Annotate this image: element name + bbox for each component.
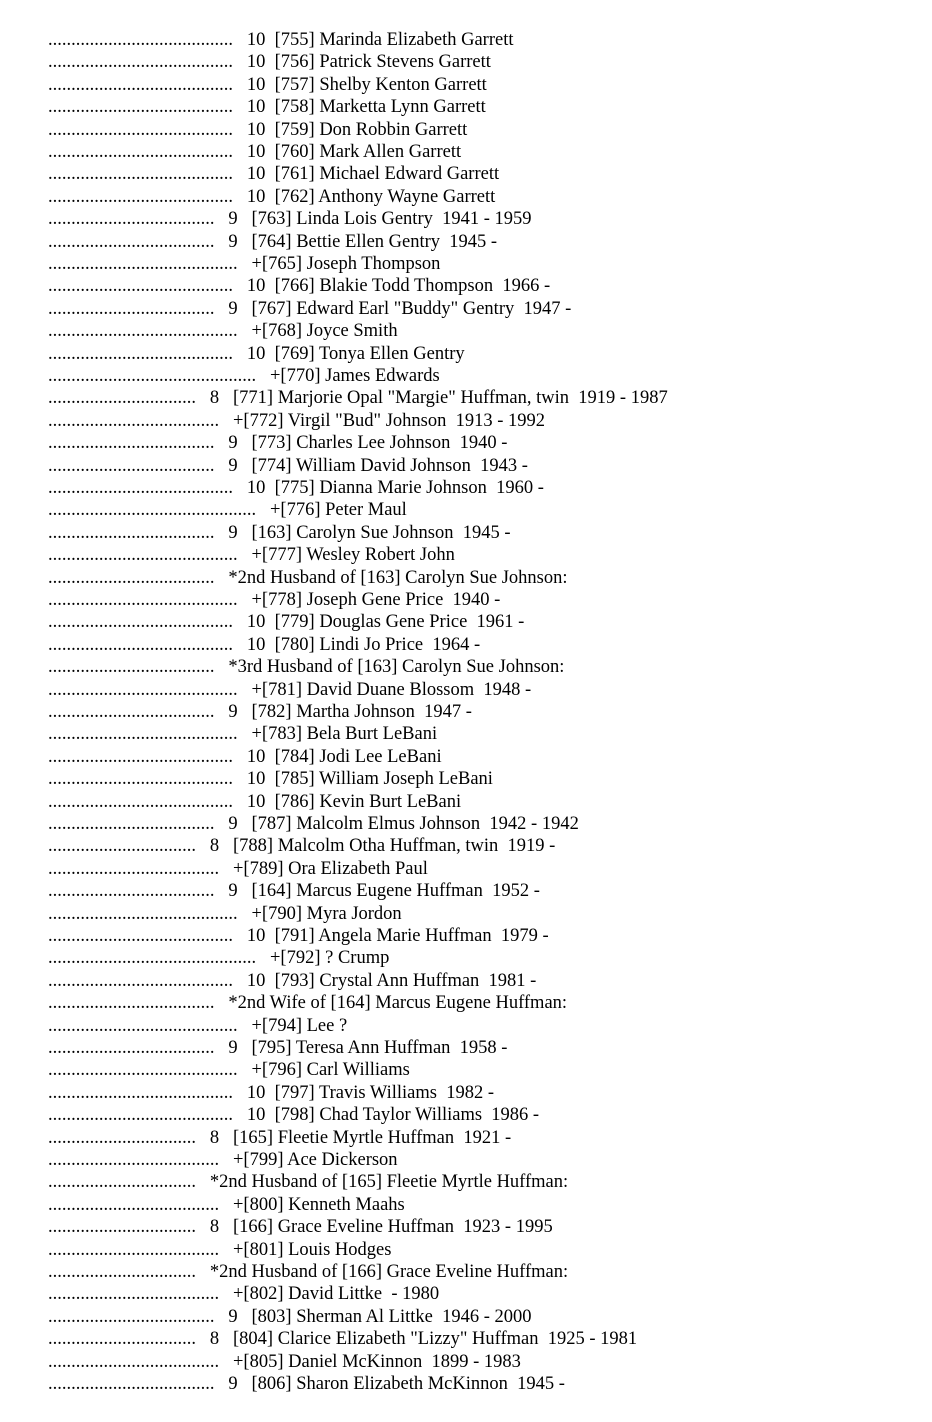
report-line: ......................................... +[777] Wesley Robert John xyxy=(48,545,455,566)
report-line: ................................ 8 [788] Malcolm Otha Huffman, twin 1919 - xyxy=(48,836,556,857)
report-line: .................................... 9 [764] Bettie Ellen Gentry 1945 - xyxy=(48,231,498,252)
report-line: .................................... 9 [763] Linda Lois Gentry 1941 - 1959 xyxy=(48,209,532,230)
report-line: ..................................... +[800] Kenneth Maahs xyxy=(48,1194,405,1215)
report-line: ........................................ 10 [755] Marinda Elizabeth Garrett xyxy=(48,30,514,50)
report-line: .................................... 9 [806] Sharon Elizabeth McKinnon 1945 - xyxy=(48,1374,565,1394)
report-line: ........................................ 10 [759] Don Robbin Garrett xyxy=(48,119,468,140)
report-line: ........................................ 10 [775] Dianna Marie Johnson 1960 - xyxy=(48,478,544,498)
report-line: ........................................ 10 [786] Kevin Burt LeBani xyxy=(48,791,462,812)
report-line: .................................... 9 [803] Sherman Al Littke 1946 - 2000 xyxy=(48,1306,532,1327)
report-line: .................................... *2nd Wife of [164] Marcus Eugene Huffman: xyxy=(48,993,568,1014)
report-line: .................................... 9 [164] Marcus Eugene Huffman 1952 - xyxy=(48,881,540,902)
report-line: ......................................... +[778] Joseph Gene Price 1940 - xyxy=(48,590,501,610)
report-line: ........................................ 10 [760] Mark Allen Garrett xyxy=(48,142,462,162)
report-line: ............................................. +[770] James Edwards xyxy=(48,366,440,386)
report-line: ........................................ 10 [762] Anthony Wayne Garrett xyxy=(48,186,496,207)
report-line: ......................................... +[765] Joseph Thompson xyxy=(48,254,441,274)
report-line: ........................................ 10 [761] Michael Edward Garrett xyxy=(48,164,500,185)
report-line: ............................................. +[792] ? Crump xyxy=(48,948,390,969)
report-line: ........................................ 10 [769] Tonya Ellen Gentry xyxy=(48,343,465,364)
report-line: ........................................ 10 [798] Chad Taylor Williams 1986 - xyxy=(48,1105,540,1126)
report-line: ........................................ 10 [779] Douglas Gene Price 1961 - xyxy=(48,612,525,633)
report-line: .................................... 9 [767] Edward Earl "Buddy" Gentry 1947 - xyxy=(48,298,572,319)
report-line: ........................................ 10 [766] Blakie Todd Thompson 1966 - xyxy=(48,276,551,297)
report-line: .................................... *3rd Husband of [163] Carolyn Sue Johnson: xyxy=(48,657,565,678)
report-line: ..................................... +[799] Ace Dickerson xyxy=(48,1150,398,1170)
report-line: ......................................... +[768] Joyce Smith xyxy=(48,321,398,342)
report-line: ................................ 8 [165] Fleetie Myrtle Huffman 1921 - xyxy=(48,1127,512,1148)
report-line: ..................................... +[802] David Littke - 1980 xyxy=(48,1284,440,1305)
report-line: ........................................ 10 [758] Marketta Lynn Garrett xyxy=(48,97,486,118)
report-line: .................................... 9 [795] Teresa Ann Huffman 1958 - xyxy=(48,1038,508,1058)
report-line: ................................ 8 [804] Clarice Elizabeth "Lizzy" Huffman 1925 - 1981 xyxy=(48,1329,638,1350)
report-line: ......................................... +[783] Bela Burt LeBani xyxy=(48,724,438,745)
report-line: ................................ *2nd Husband of [165] Fleetie Myrtle Huffman: xyxy=(48,1172,569,1193)
report-line: ......................................... +[794] Lee ? xyxy=(48,1015,348,1036)
report-line: ................................ 8 [771] Marjorie Opal "Margie" Huffman, twin 1919 - 1987 xyxy=(48,388,668,409)
report-line: .................................... *2nd Husband of [163] Carolyn Sue Johnson: xyxy=(48,567,568,588)
report-line: ........................................ 10 [756] Patrick Stevens Garrett xyxy=(48,52,491,73)
report-line: ........................................ 10 [797] Travis Williams 1982 - xyxy=(48,1082,495,1103)
report-line: ..................................... +[772] Virgil "Bud" Johnson 1913 - 1992 xyxy=(48,410,546,431)
report-line: ........................................ 10 [785] William Joseph LeBani xyxy=(48,769,493,790)
report-line: ......................................... +[796] Carl Williams xyxy=(48,1060,410,1081)
report-line: ................................ *2nd Husband of [166] Grace Eveline Huffman: xyxy=(48,1262,569,1282)
report-line: ........................................ 10 [793] Crystal Ann Huffman 1981 - xyxy=(48,970,537,991)
report-line: .................................... 9 [787] Malcolm Elmus Johnson 1942 - 1942 xyxy=(48,814,579,834)
report-line: ............................................. +[776] Peter Maul xyxy=(48,500,407,521)
report-line: ........................................ 10 [757] Shelby Kenton Garrett xyxy=(48,74,487,95)
report-line: ........................................ 10 [784] Jodi Lee LeBani xyxy=(48,746,442,767)
report-line: .................................... 9 [163] Carolyn Sue Johnson 1945 - xyxy=(48,522,511,543)
report-line: ................................ 8 [166] Grace Eveline Huffman 1923 - 1995 xyxy=(48,1217,553,1238)
report-line: .................................... 9 [782] Martha Johnson 1947 - xyxy=(48,702,472,722)
report-line: ..................................... +[801] Louis Hodges xyxy=(48,1239,392,1260)
report-line: ......................................... +[781] David Duane Blossom 1948 - xyxy=(48,679,532,700)
report-line: ..................................... +[789] Ora Elizabeth Paul xyxy=(48,858,428,879)
report-line: .................................... 9 [774] William David Johnson 1943 - xyxy=(48,455,528,476)
report-line: .................................... 9 [773] Charles Lee Johnson 1940 - xyxy=(48,433,508,454)
report-line: ......................................... +[790] Myra Jordon xyxy=(48,903,402,924)
report-line: ..................................... +[805] Daniel McKinnon 1899 - 1983 xyxy=(48,1351,521,1372)
report-line: ........................................ 10 [780] Lindi Jo Price 1964 - xyxy=(48,634,481,655)
report-line: ........................................ 10 [791] Angela Marie Huffman 1979 - xyxy=(48,926,549,946)
